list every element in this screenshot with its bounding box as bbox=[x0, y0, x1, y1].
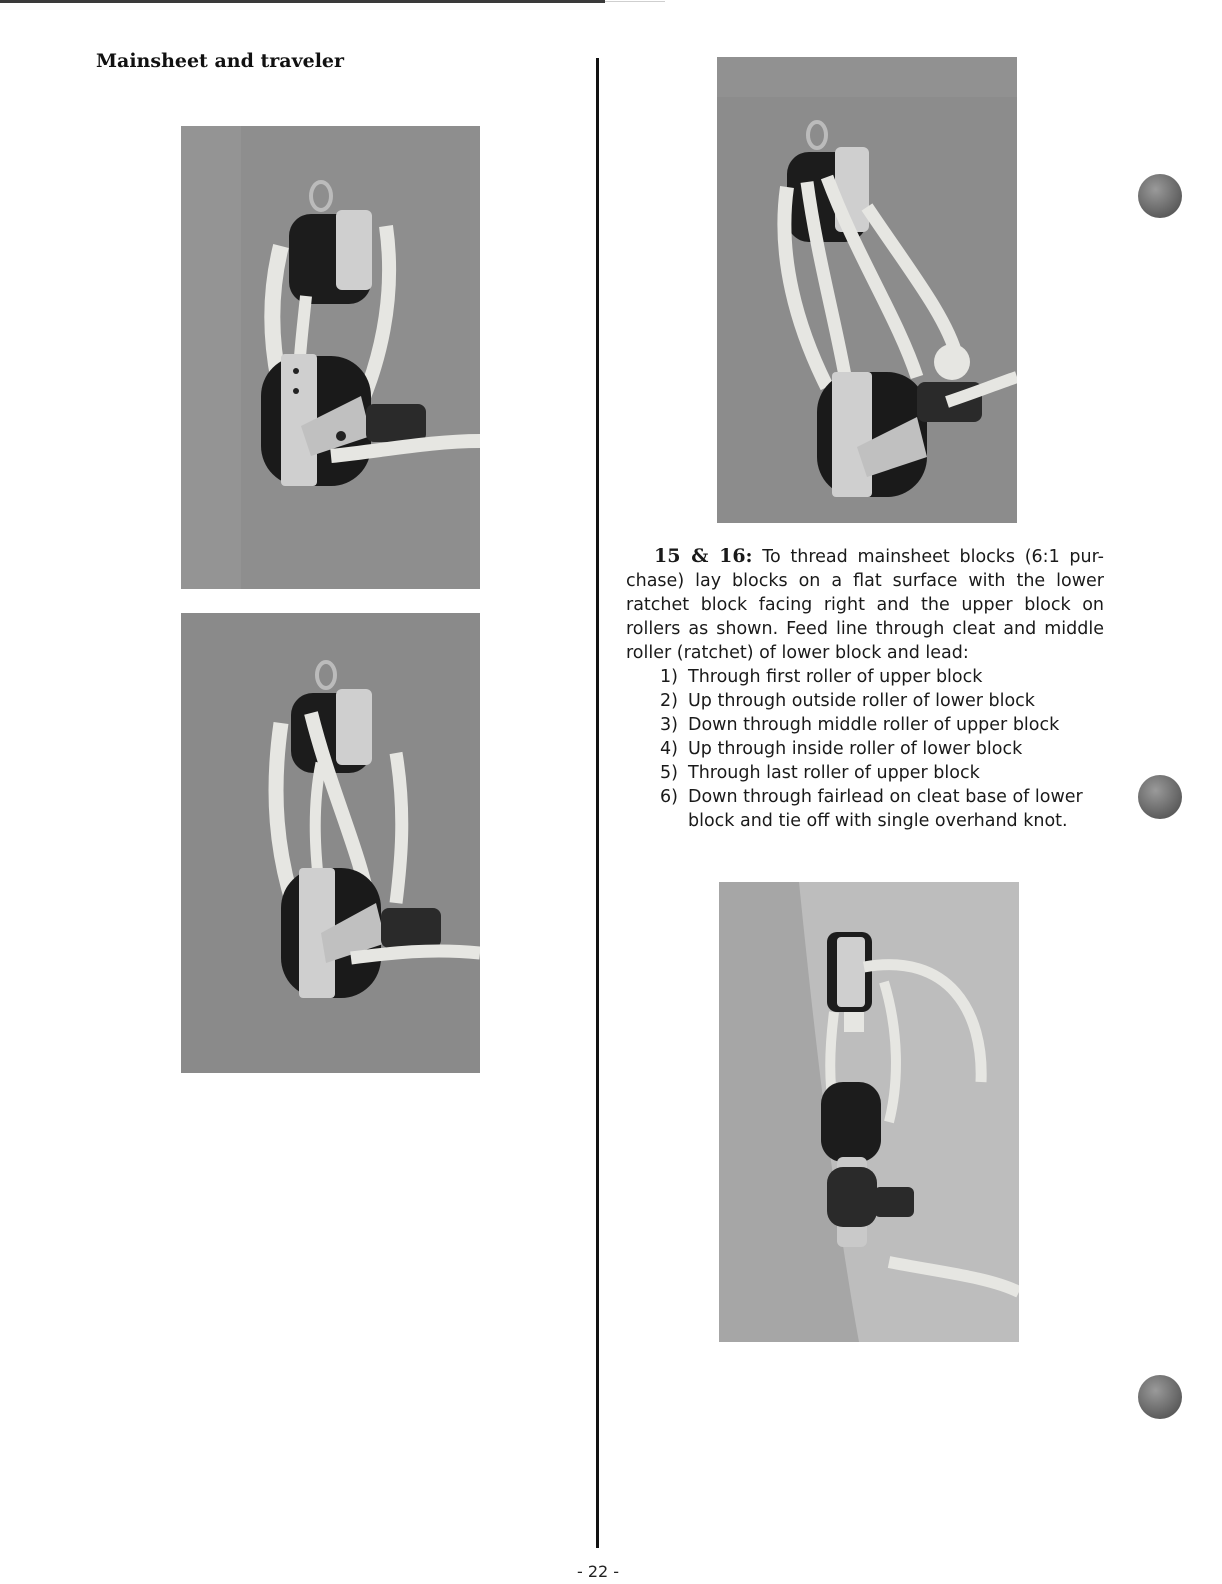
photo-block-assembly-2 bbox=[181, 613, 480, 1073]
caption-lead: 15 & 16: bbox=[654, 545, 753, 567]
step-text: Down through fairlead on cleat base of lower block and tie off with single overhand knot. bbox=[688, 787, 1083, 831]
top-rule-fade bbox=[605, 1, 665, 2]
caption bbox=[626, 544, 1104, 833]
caption-intro bbox=[626, 544, 1104, 665]
section-title: Mainsheet and traveler bbox=[96, 50, 345, 72]
photo-block-assembly-4 bbox=[719, 882, 1019, 1342]
list-item bbox=[626, 761, 1104, 785]
photo-block-assembly-3 bbox=[717, 57, 1017, 523]
step-number: 2) bbox=[660, 691, 678, 711]
page-number: - 22 - bbox=[576, 1562, 620, 1581]
step-text: Up through outside roller of lower block bbox=[688, 691, 1035, 711]
step-number: 5) bbox=[660, 763, 678, 783]
step-text: Through first roller of upper block bbox=[688, 667, 983, 687]
step-number: 3) bbox=[660, 715, 678, 735]
list-item bbox=[626, 785, 1104, 833]
punch-hole bbox=[1138, 174, 1182, 218]
step-number: 6) bbox=[660, 787, 678, 807]
step-number: 1) bbox=[660, 667, 678, 687]
list-item bbox=[626, 713, 1104, 737]
list-item bbox=[626, 737, 1104, 761]
step-text: Up through inside roller of lower block bbox=[688, 739, 1023, 759]
caption-intro-text: To thread mainsheet blocks (6:1 pur-chase) lay blocks on a flat surface with the lower ratchet block facing right and the upper block on rollers as shown. Feed line through cleat and middle roller (ratchet) of lower block and lead: bbox=[626, 547, 1104, 663]
list-item bbox=[626, 689, 1104, 713]
step-number: 4) bbox=[660, 739, 678, 759]
top-rule bbox=[0, 0, 605, 3]
list-item bbox=[626, 665, 1104, 689]
column-divider bbox=[596, 58, 599, 1548]
step-text: Down through middle roller of upper block bbox=[688, 715, 1060, 735]
photo-block-assembly-1 bbox=[181, 126, 480, 589]
punch-hole bbox=[1138, 1375, 1182, 1419]
step-text: Through last roller of upper block bbox=[688, 763, 980, 783]
threading-steps bbox=[626, 665, 1104, 833]
punch-hole bbox=[1138, 775, 1182, 819]
